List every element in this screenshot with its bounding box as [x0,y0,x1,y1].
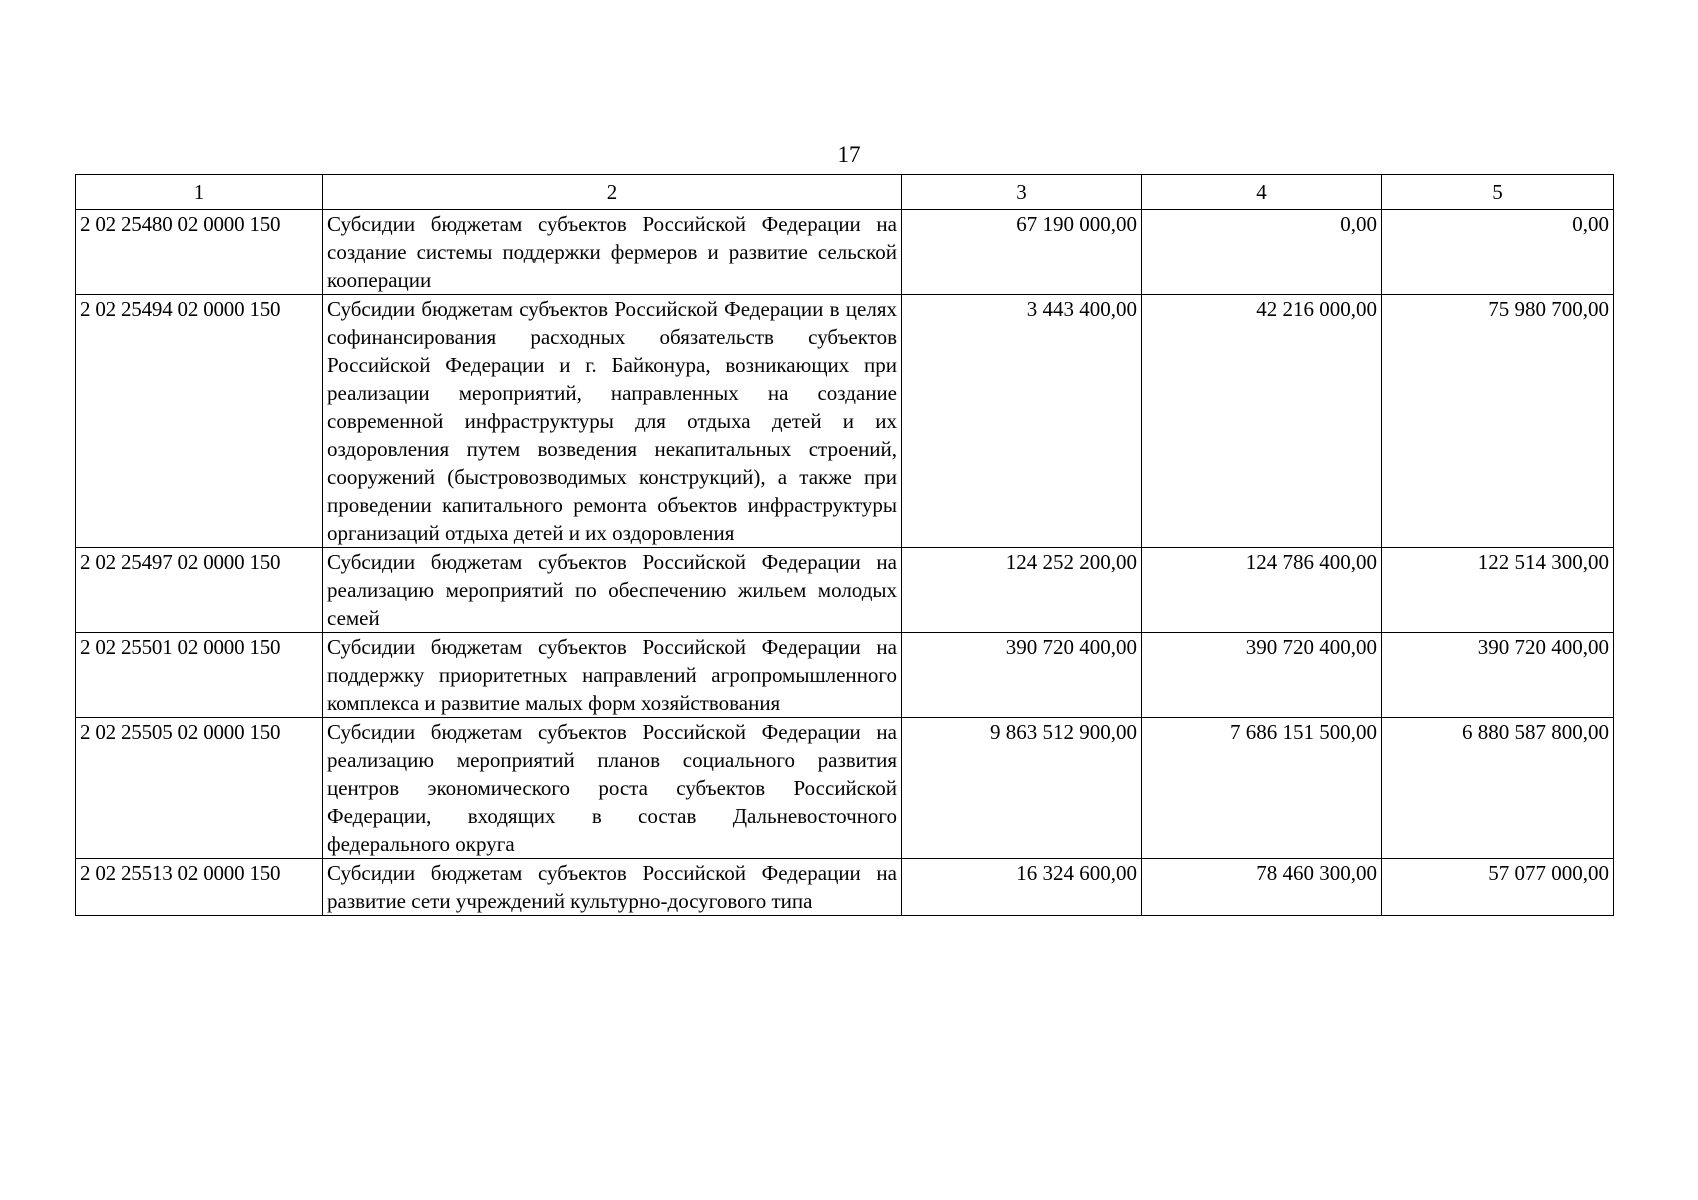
row-code: 2 02 25497 02 0000 150 [76,548,323,633]
row-value-col3: 16 324 600,00 [902,859,1142,916]
row-value-col4: 78 460 300,00 [1142,859,1382,916]
row-value-col3: 390 720 400,00 [902,633,1142,718]
row-value-col5: 390 720 400,00 [1382,633,1614,718]
row-value-col5: 0,00 [1382,210,1614,295]
row-value-col4: 0,00 [1142,210,1382,295]
row-value-col3: 67 190 000,00 [902,210,1142,295]
row-value-col4: 390 720 400,00 [1142,633,1382,718]
row-value-col5: 57 077 000,00 [1382,859,1614,916]
column-header-3: 3 [902,175,1142,210]
row-code: 2 02 25501 02 0000 150 [76,633,323,718]
row-value-col4: 42 216 000,00 [1142,295,1382,548]
page-number: 17 [837,142,861,167]
row-value-col3: 9 863 512 900,00 [902,718,1142,859]
row-description: Субсидии бюджетам субъектов Российской Федерации на реализацию мероприятий по обеспечению жильем молодых семей [323,548,902,633]
table-row [76,295,1614,548]
row-description: Субсидии бюджетам субъектов Российской Федерации на поддержку приоритетных направлений агропромышленного комплекса и развитие малых форм хозяйствования [323,633,902,718]
row-description: Субсидии бюджетам субъектов Российской Федерации в целях софинансирования расходных обязательств субъектов Российской Федерации и г. Байконура, возникающих при реализации мероприятий, направленных на создание современной инфраструктуры для отдыха детей и их оздоровления путем возведения некапитальных строений, сооружений (быстровозводимых конструкций), а также при проведении капитального ремонта объектов инфраструктуры организаций отдыха детей и их оздоровления [323,295,902,548]
row-value-col5: 122 514 300,00 [1382,548,1614,633]
row-code: 2 02 25505 02 0000 150 [76,718,323,859]
row-value-col5: 6 880 587 800,00 [1382,718,1614,859]
budget-table [75,174,1614,916]
row-value-col3: 3 443 400,00 [902,295,1142,548]
row-value-col5: 75 980 700,00 [1382,295,1614,548]
row-description: Субсидии бюджетам субъектов Российской Федерации на создание системы поддержки фермеров и развитие сельской кооперации [323,210,902,295]
row-code: 2 02 25494 02 0000 150 [76,295,323,548]
row-value-col4: 124 786 400,00 [1142,548,1382,633]
header-row [76,175,1614,210]
table-row [76,210,1614,295]
column-header-1: 1 [76,175,323,210]
row-description: Субсидии бюджетам субъектов Российской Федерации на развитие сети учреждений культурно-досугового типа [323,859,902,916]
table-row [76,859,1614,916]
column-header-5: 5 [1382,175,1614,210]
row-value-col3: 124 252 200,00 [902,548,1142,633]
table-row [76,548,1614,633]
row-code: 2 02 25513 02 0000 150 [76,859,323,916]
row-code: 2 02 25480 02 0000 150 [76,210,323,295]
column-header-4: 4 [1142,175,1382,210]
table-row [76,718,1614,859]
row-description: Субсидии бюджетам субъектов Российской Федерации на реализацию мероприятий планов социального развития центров экономического роста субъектов Российской Федерации, входящих в состав Дальневосточного федерального округа [323,718,902,859]
row-value-col4: 7 686 151 500,00 [1142,718,1382,859]
table-row [76,633,1614,718]
column-header-2: 2 [323,175,902,210]
